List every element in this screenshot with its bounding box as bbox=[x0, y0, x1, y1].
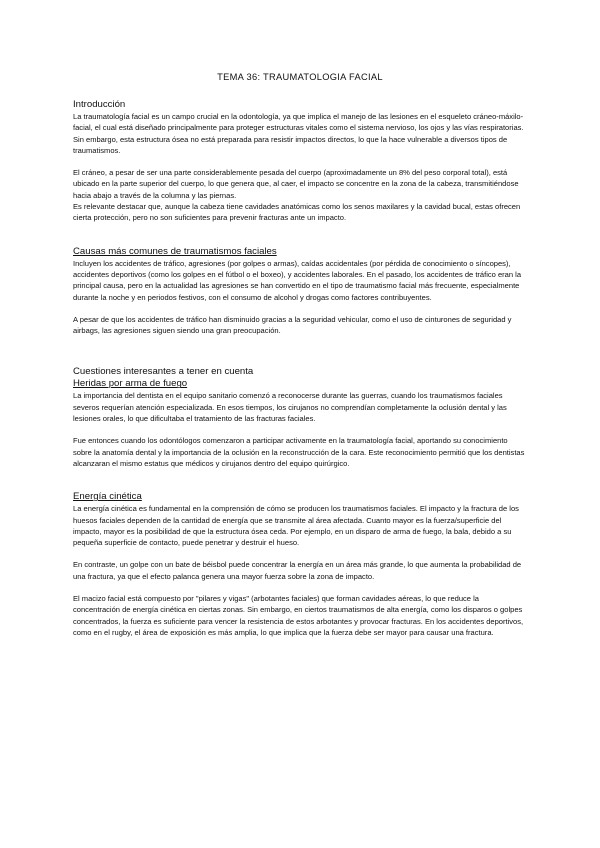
energia-paragraph-1: La energía cinética es fundamental en la comprensión de cómo se producen los traumatismos faciales. El impacto y la fractura de los huesos faciales dependen de la cantidad de energía que se transmite al área afectada. Cuanto mayor es la fuerza/superficie del impacto, mayor es la posibilidad de que la estructura ósea ceda. Por ejemplo, en un disparo de arma de fuego, la bala, debido a su pequeña superficie de contacto, puede penetrar y destruir el hueso. bbox=[73, 504, 519, 548]
energia-paragraph-2: En contraste, un golpe con un bate de béisbol puede concentrar la energía en un área más grande, lo que aumenta la probabilidad de una fractura, ya que el efecto palanca genera una mayor fuerza sobre la zona de impacto. bbox=[73, 560, 522, 581]
causas-paragraph-1: Incluyen los accidentes de tráfico, agresiones (por golpes o armas), caídas accidentales (por pérdida de conocimiento o síncopes), accidentes deportivos (como los golpes en el fútbol o el boxeo), y accidentes laborales. En el pasado, los accidentes de tráfico eran la principal causa, pero en la actualidad las agresiones se han convertido en el tipo de traumatismo facial más frecuente, especialmente durante la noche y en periodos festivos, con el consumo de alcohol y drogas como factores contribuyentes. bbox=[73, 258, 522, 302]
energia-paragraph-3: El macizo facial está compuesto por "pilares y vigas" (arbotantes faciales) que forman cavidades aéreas, lo que reduce la concentración de energía cinética en ciertas zonas. Sin embargo, en ciertos traumatismos de alta energía, como los disparos o golpes concentrados, la fuerza es suficiente para vencer la resistencia de estos arbotantes y provocar fracturas. En los accidentes deportivos, como en el rugby, el área de exposición es más amplia, lo que implica que la fuerza debe ser mayor para causar una fractura. bbox=[73, 594, 524, 637]
heridas-paragraph-2: Fue entonces cuando los odontólogos comenzaron a participar activamente en la traumatología facial, aportando su conocimiento sobre la anatomía dental y la importancia de la oclusión en la reconstrucción de la cara. Este reconocimiento permitió que los dentistas alcanzaran el mismo estatus que médicos y cirujanos dentro del equipo quirúrgico. bbox=[73, 436, 525, 468]
causas-paragraph-2: A pesar de que los accidentes de tráfico han disminuido gracias a la seguridad vehicular, como el uso de cinturones de seguridad y airbags, las agresiones siguen siendo una gran preocupación. bbox=[73, 314, 512, 336]
intro-paragraph-1: La traumatología facial es un campo crucial en la odontología, ya que implica el manejo de las lesiones en el esqueleto cráneo-máxilo-facial, el cual está diseñado principalmente para proteger estructuras vitales como el sistema nervioso, los ojos y las vías respiratorias. Sin embargo, esta estructura ósea no está preparada para resistir impactos directos, lo que la hace vulnerable a diversos tipos de traumatismos. bbox=[73, 112, 524, 155]
causas-heading: Causas más comunes de traumatismos faciales bbox=[73, 245, 277, 257]
intro-paragraph-3: Es relevante destacar que, aunque la cabeza tiene cavidades anatómicas como los senos maxilares y la cavidad bucal, estas ofrecen cierta protección, pero no son suficientes para prevenir fracturas ante un impacto. bbox=[73, 202, 521, 223]
energia-heading: Energía cinética bbox=[73, 491, 142, 503]
heridas-paragraph-1: La importancia del dentista en el equipo sanitario comenzó a reconocerse durante las guerras, cuando los traumatismos faciales severos requerían atención especializada. En esos tiempos, los cirujanos no comprendían completamente la oclusión dental y las lesiones orales, lo que dificultaba el tratamiento de las fracturas faciales. bbox=[73, 391, 507, 424]
document-title: TEMA 36: TRAUMATOLOGIA FACIAL bbox=[217, 72, 383, 82]
intro-heading: Introducción bbox=[73, 99, 126, 110]
intro-paragraph-2: El cráneo, a pesar de ser una parte considerablemente pesada del cuerpo (aproximadamente un 8% del peso corporal total), está ubicado en la parte superior del cuerpo, lo que genera que, al caer, el impacto se concentre en la zona de la cabeza, transmitiéndose hacia abajo a través de la columna y las piernas. bbox=[73, 168, 519, 200]
cuestiones-heading: Cuestiones interesantes a tener en cuenta bbox=[73, 366, 254, 378]
heridas-subheading: Heridas por arma de fuego bbox=[73, 378, 188, 390]
